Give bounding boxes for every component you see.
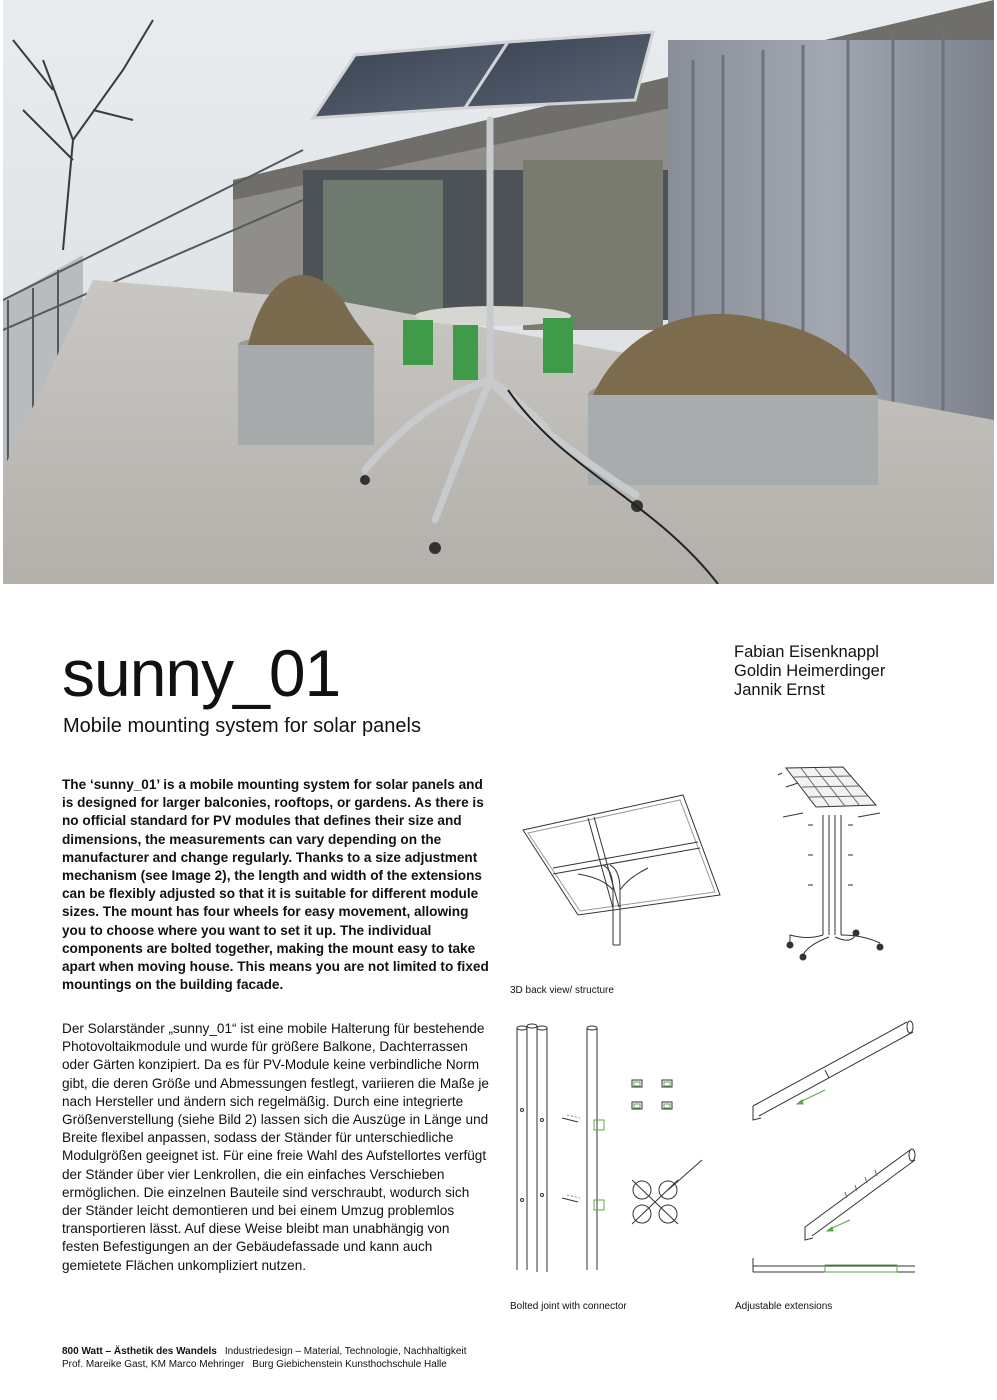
figure-exploded-view-drawing (768, 765, 898, 965)
figure-back-view-drawing (518, 790, 738, 950)
footer-institution: Burg Giebichenstein Kunsthochschule Halle (252, 1359, 447, 1370)
caption-3d-back-view: 3D back view/ structure (510, 985, 614, 996)
page-subtitle: Mobile mounting system for solar panels (63, 715, 421, 737)
footer-program: Industriedesign – Material, Technologie, Nachhaltigkeit (224, 1346, 467, 1357)
footer-course-title: 800 Watt – Ästhetik des Wandels (62, 1346, 217, 1357)
page-footer (62, 1345, 467, 1371)
page-title: sunny_01 (62, 636, 341, 710)
description-german-text: Der Solarständer „sunny_01“ ist eine mobile Halterung für bestehende Photovoltaikmodule und wurde für größere Balkone, Dachterrassen oder Gärten konzipiert. Da es für PV-Module keine verbindliche Norm gibt, die deren Größe und Abmessungen festlegt, variieren die Maße je nach Hersteller und ändern sich regelmäßig. Durch eine integrierte Größenverstellung (siehe Bild 2) lassen sich die Auszüge in Länge und Breite flexibel anpassen, sodass der Ständer für unterschiedliche Modulgrößen geeignet ist. Für eine freie Wahl des Aufstellortes verfügt der Ständer über vier Lenkrollen, die ein einfaches Verschieben ermöglichen. Die einzelnen Bauteile sind verschraubt, wodurch sich der Ständer leicht demontieren und bei einem Umzug problemlos transportieren lässt. Auf diese Weise bleibt man unabhängig von festen Befestigungen an der Gebäudefassade und kann auch gemietete Flächen unkompliziert nutzen. (62, 1021, 489, 1273)
description-english (62, 776, 490, 994)
author-list (734, 643, 885, 700)
description-german (62, 1020, 490, 1275)
author-name: Jannik Ernst (734, 681, 825, 699)
caption-adjustable-extensions: Adjustable extensions (735, 1301, 833, 1312)
hero-photo-illustration (3, 0, 994, 584)
figure-bolted-joint-drawing (512, 1020, 727, 1280)
caption-bolted-joint: Bolted joint with connector (510, 1301, 627, 1312)
author-name: Fabian Eisenknappl (734, 643, 879, 661)
description-english-text: The ‘sunny_01’ is a mobile mounting system for solar panels and is designed for larger balconies, rooftops, or gardens. As there is no official standard for PV modules that defines their size and dimensions, the measurements can vary depending on the manufacturer and change regularly. Thanks to a size adjustment mechanism (see Image 2), the length and width of the extensions can be flexibly adjusted so that it is suitable for different module sizes. The mount has four wheels for easy movement, allowing you to choose where you want to set it up. The individual components are bolted together, making the mount easy to take apart when moving house. This means you are not limited to fixed mountings on the building facade. (62, 777, 489, 993)
author-name: Goldin Heimerdinger (734, 662, 886, 680)
footer-supervisors: Prof. Mareike Gast, KM Marco Mehringer (62, 1359, 245, 1370)
hero-photo (3, 0, 994, 584)
figure-adjustable-extensions-drawing (745, 1022, 920, 1277)
